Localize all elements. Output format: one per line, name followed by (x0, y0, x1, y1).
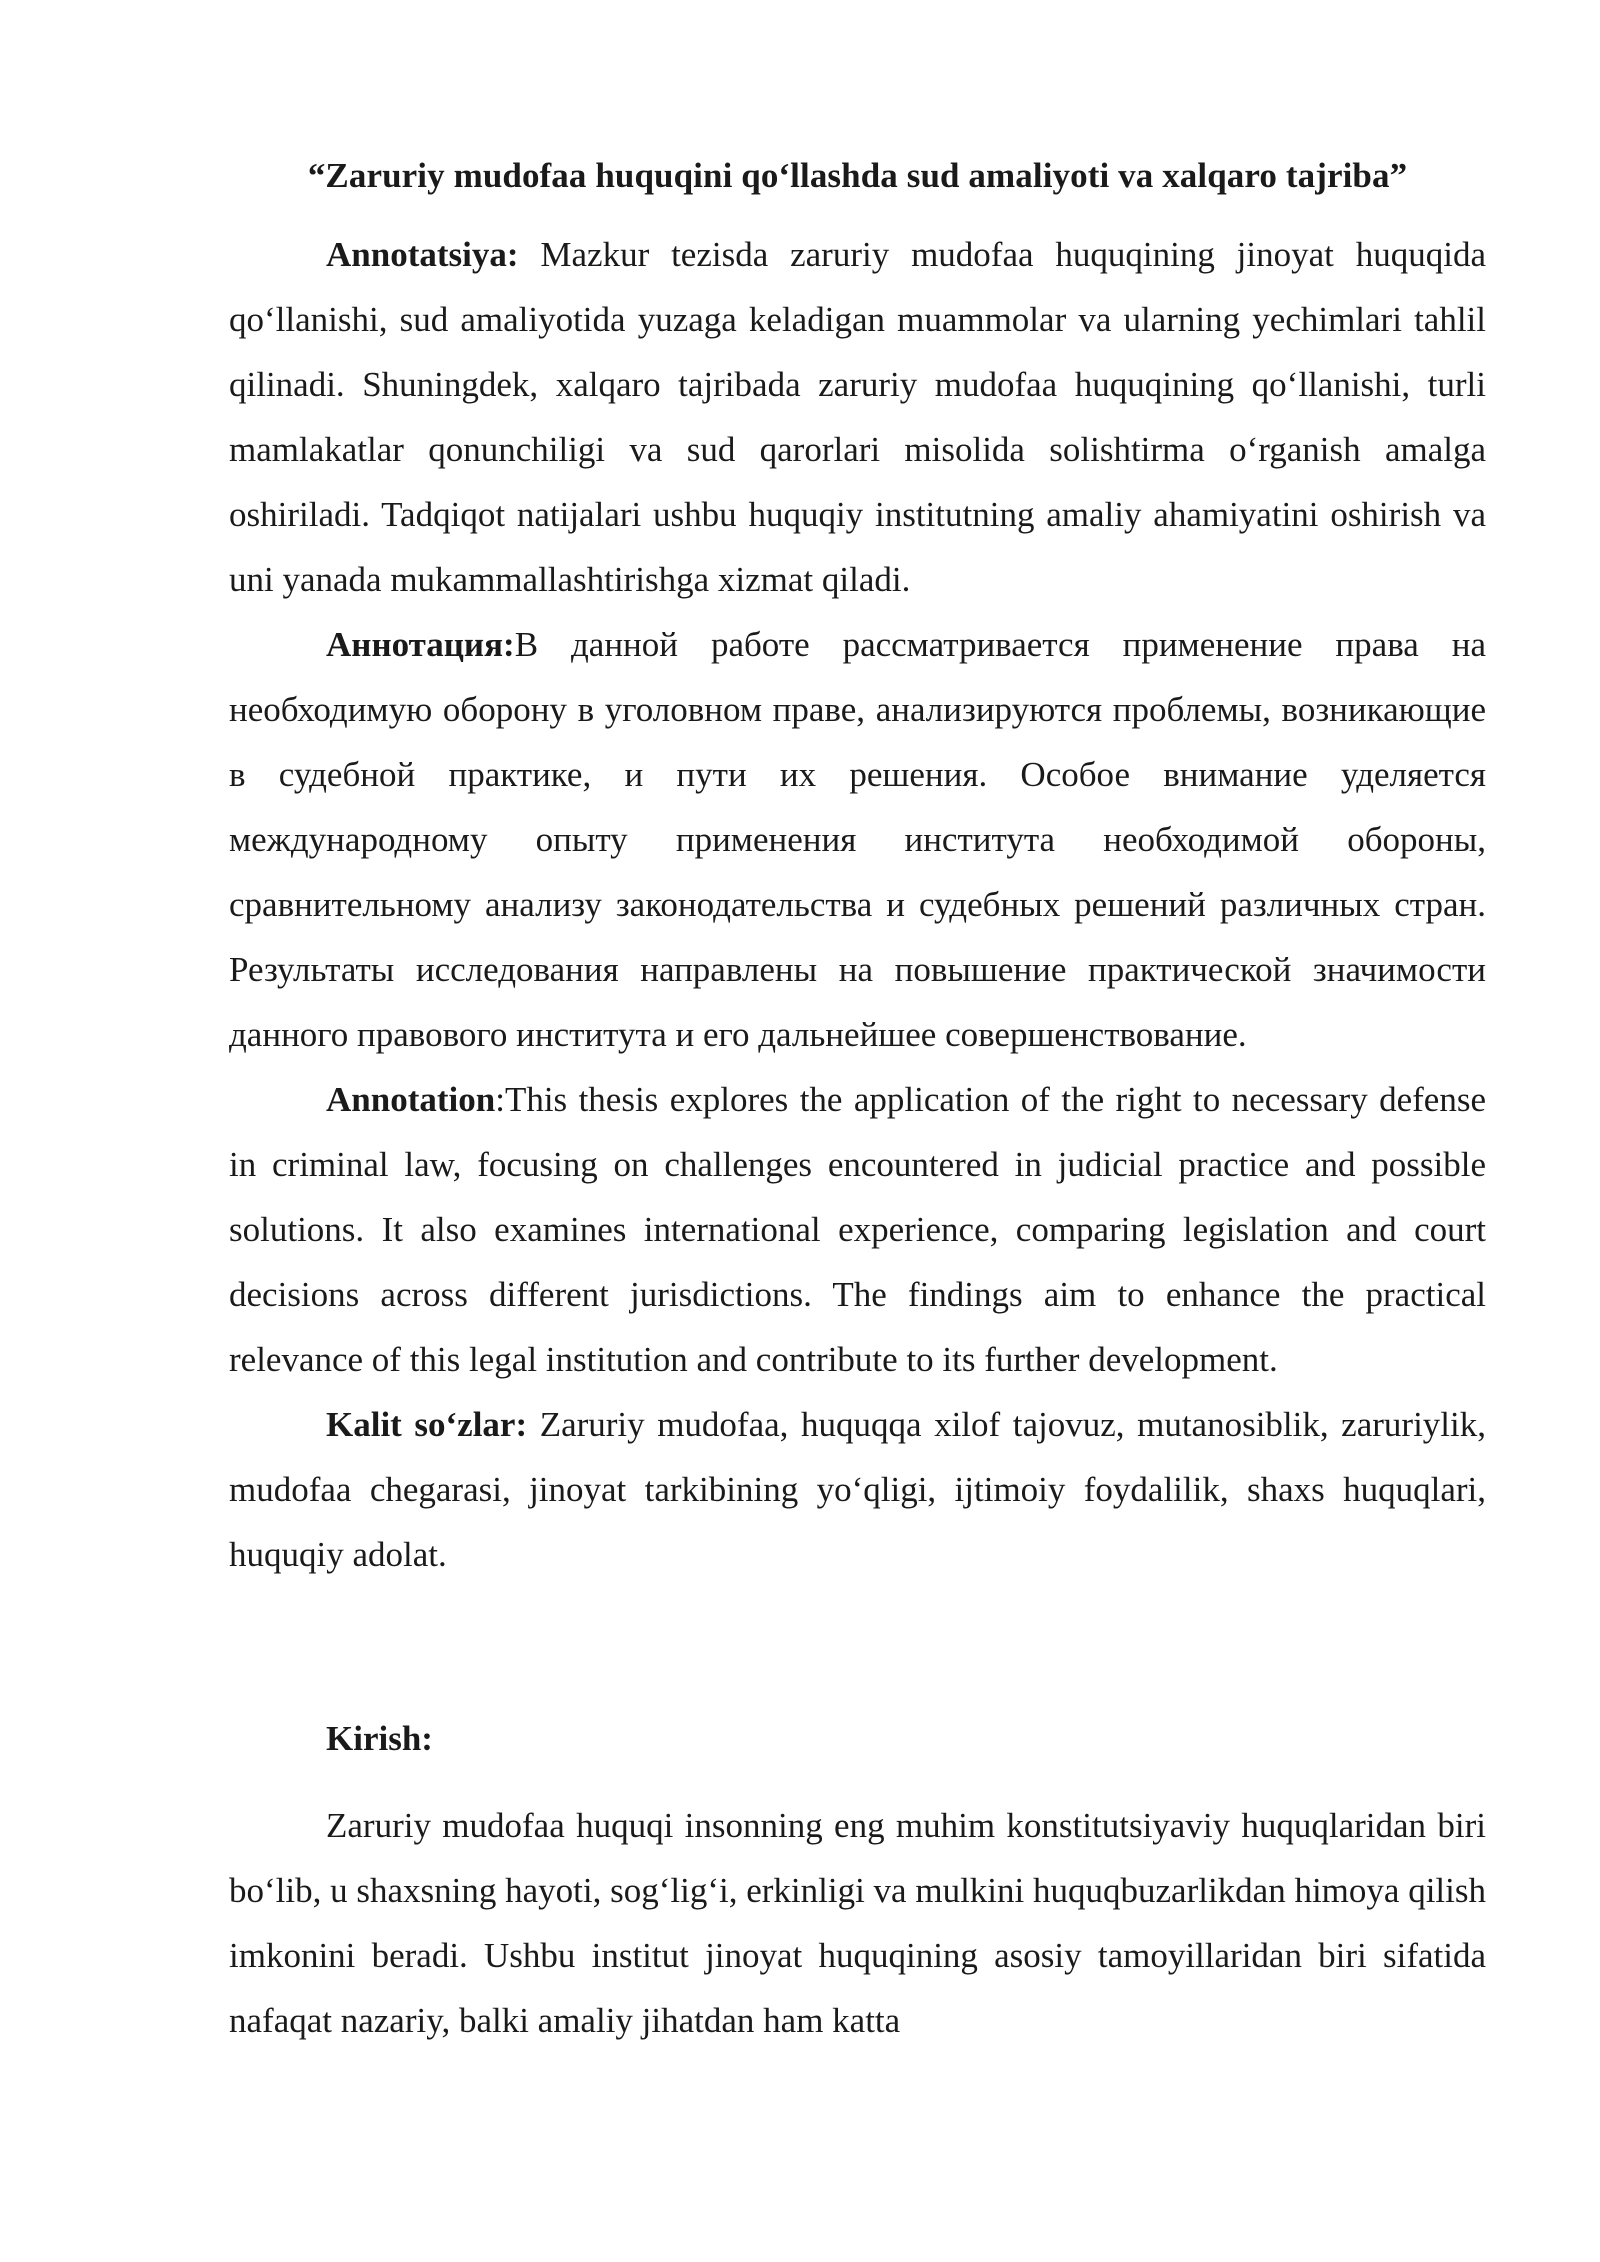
keywords (229, 1392, 1486, 1587)
keywords-label: Kalit so‘zlar: (326, 1405, 528, 1444)
annotation-english-text: :This thesis explores the application of the right to necessary defense in criminal law, focusing on challenges encountered in judicial practice and possible solutions. It also examines international experience, comparing legislation and court decisions across different jurisdictions. The findings aim to enhance the practical relevance of this legal institution and contribute to its further development. (229, 1080, 1486, 1379)
annotation-russian (229, 612, 1486, 1067)
annotation-english-label: Annotation (326, 1080, 496, 1119)
annotation-uzbek-label: Annotatsiya: (326, 235, 519, 274)
keywords-text: Zaruriy mudofaa, huquqqa xilof tajovuz, mutanosiblik, zaruriylik, mudofaa chegarasi, jinoyat tarkibining yo‘qligi, ijtimoiy foydalilik, shaxs huquqlari, huquqiy adolat. (229, 1405, 1486, 1574)
annotation-uzbek (229, 222, 1486, 612)
document-title: “Zaruriy mudofaa huquqini qo‘llashda sud amaliyoti va xalqaro tajriba” (307, 156, 1408, 195)
annotation-english (229, 1067, 1486, 1392)
annotation-russian-label: Аннотация: (326, 625, 515, 664)
introduction-paragraph: Zaruriy mudofaa huquqi insonning eng muhim konstitutsiyaviy huquqlaridan biri bo‘lib, u shaxsning hayoti, sog‘lig‘i, erkinligi va mulkini huquqbuzarlikdan himoya qilish imkonini beradi. Ushbu institut jinoyat huquqining asosiy tamoyillaridan biri sifatida nafaqat nazariy, balki amaliy jihatdan ham katta (229, 1806, 1486, 2040)
section-heading-introduction: Kirish: (326, 1719, 433, 1758)
document-body (229, 148, 1486, 2053)
annotation-russian-text: В данной работе рассматривается применение права на необходимую оборону в уголовном праве, анализируются проблемы, возникающие в судебной практике, и пути их решения. Особое внимание уделяется международному опыту применения института необходимой обороны, сравнительному анализу законодательства и судебных решений различных стран. Результаты исследования направлены на повышение практической значимости данного правового института и его дальнейшее совершенствование. (229, 625, 1486, 1054)
section-spacer (229, 1587, 1486, 1711)
annotation-uzbek-text: Mazkur tezisda zaruriy mudofaa huquqining jinoyat huquqida qo‘llanishi, sud amaliyotida yuzaga keladigan muammolar va ularning yechimlari tahlil qilinadi. Shuningdek, xalqaro tajribada zaruriy mudofaa huquqining qo‘llanishi, turli mamlakatlar qonunchiligi va sud qarorlari misolida solishtirma o‘rganish amalga oshiriladi. Tadqiqot natijalari ushbu huquqiy institutning amaliy ahamiyatini oshirish va uni yanada mukammallashtirishga xizmat qiladi. (229, 235, 1486, 599)
